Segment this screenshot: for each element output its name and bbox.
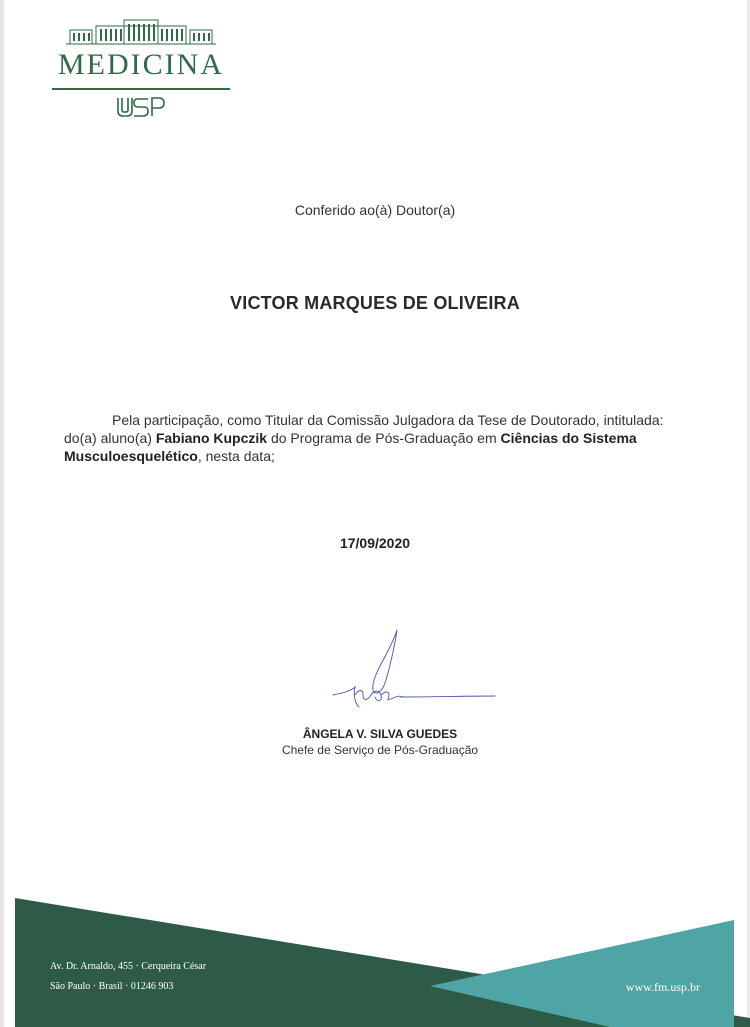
faculty-building-icon bbox=[64, 18, 218, 46]
page-left-edge bbox=[0, 0, 4, 1027]
footer-address-line-1: Av. Dr. Arnaldo, 455 · Cerqueira César bbox=[50, 961, 207, 972]
body-line-1: Pela participação, como Titular da Comissão Julgadora da Tese de Doutorado, intitulada: bbox=[112, 412, 664, 428]
recipient-name: VICTOR MARQUES DE OLIVEIRA bbox=[230, 293, 520, 313]
body-middle: do Programa de Pós-Graduação em bbox=[267, 430, 501, 446]
handwritten-signature bbox=[325, 625, 500, 715]
program-name: Ciências do Sistema Musculoesquelético bbox=[64, 430, 637, 464]
certificate-body bbox=[64, 411, 689, 465]
signatory-name: ÂNGELA V. SILVA GUEDES bbox=[302, 727, 458, 741]
footer-banner bbox=[0, 890, 750, 1027]
certificate-date: 17/09/2020 bbox=[339, 535, 411, 551]
body-suffix: , nesta data; bbox=[197, 448, 275, 464]
student-name: Fabiano Kupczik bbox=[155, 430, 268, 446]
footer-address-line-2: São Paulo · Brasil · 01246 903 bbox=[50, 981, 174, 992]
usp-logo-icon bbox=[116, 96, 166, 118]
logo-divider bbox=[52, 88, 230, 90]
logo-wordmark: MEDICINA bbox=[58, 48, 224, 81]
body-prefix: do(a) aluno(a) bbox=[64, 430, 156, 446]
signatory-role: Chefe de Serviço de Pós-Graduação bbox=[281, 743, 479, 757]
medicina-usp-logo bbox=[48, 18, 234, 120]
conferred-to-label: Conferido ao(à) Doutor(a) bbox=[294, 202, 456, 218]
footer-website-link[interactable]: www.fm.usp.br bbox=[625, 980, 700, 994]
